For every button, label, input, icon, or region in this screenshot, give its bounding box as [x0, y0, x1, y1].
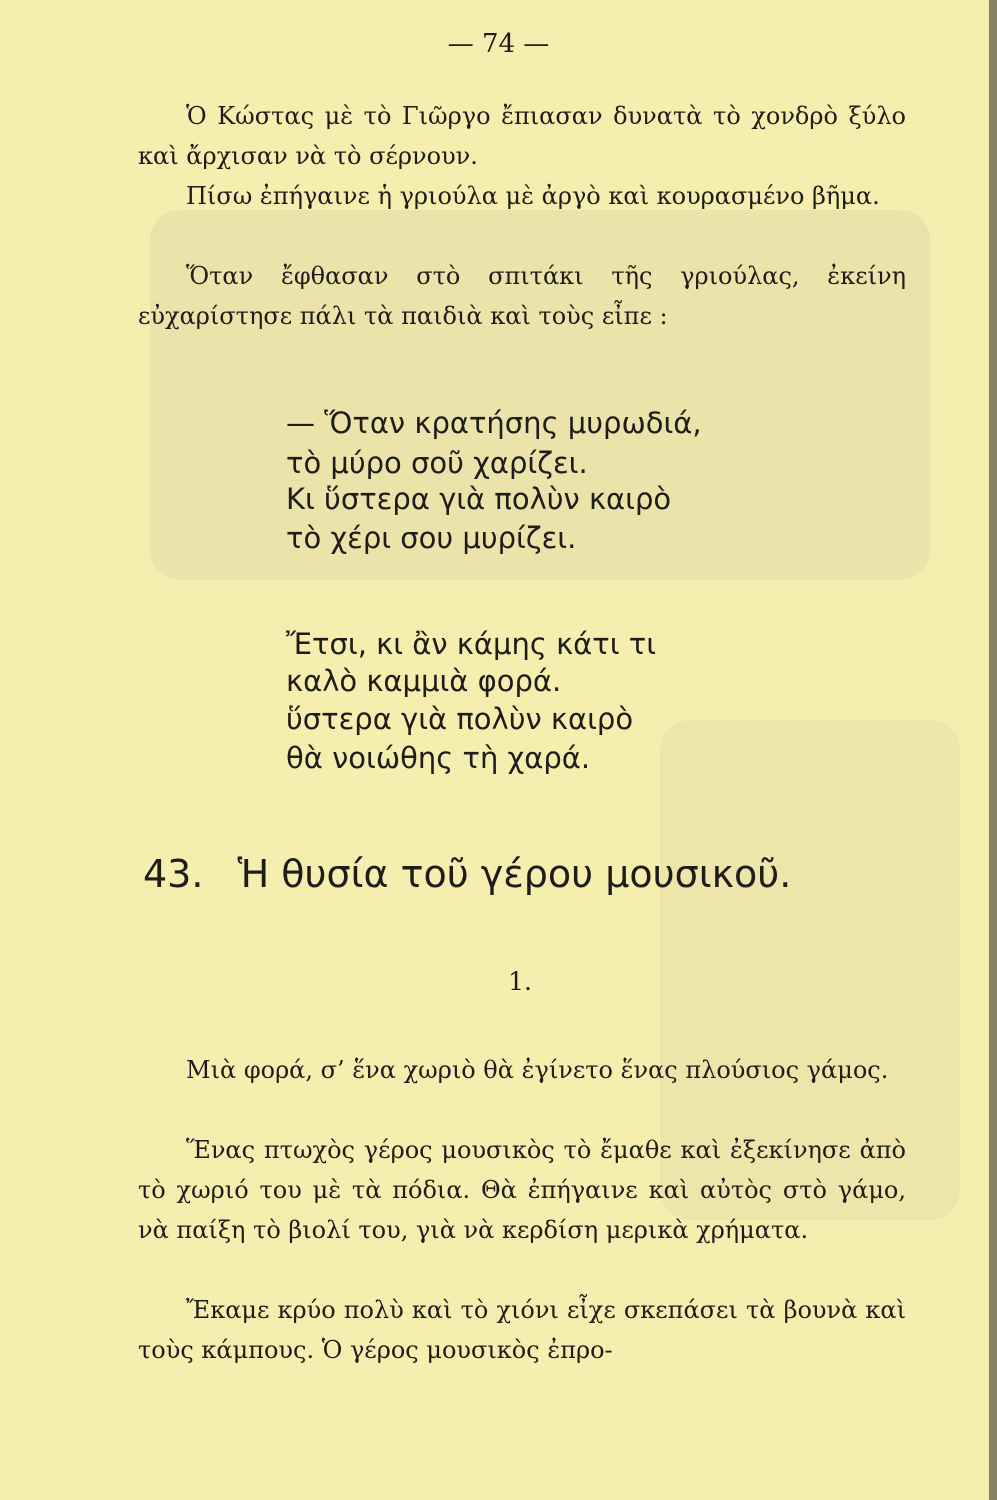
poem-line: Κι ὕστερα γιὰ πολὺν καιρὸ: [286, 482, 672, 516]
paragraph-4: Μιὰ φορά, σ’ ἕνα χωριὸ θὰ ἐγίνετο ἕνας πλούσιος γάμος.: [186, 1056, 889, 1084]
paragraph-5: Ἕνας πτωχὸς γέρος μουσικὸς τὸ ἔμαθε καὶ ἐξεκίνησε ἀπὸ τὸ χωριό του μὲ τὰ πόδια. Θὰ ἐπήγαινε καὶ αὐτὸς στὸ γάμο, νὰ παίξη τὸ βιολί του, γιὰ νὰ κερδίση μερικὰ χρήματα.: [138, 1136, 906, 1244]
page-edge-shadow: [989, 0, 997, 1500]
subsection-number: 1.: [508, 967, 532, 996]
section-heading: [143, 848, 913, 900]
section-title: Ἡ θυσία τοῦ γέρου μουσικοῦ.: [237, 852, 792, 896]
poem-line: τὸ μύρο σοῦ χαρίζει.: [286, 446, 588, 480]
poem-line: καλὸ καμμιὰ φορά.: [286, 664, 562, 698]
paragraph-1: Ὁ Κώστας μὲ τὸ Γιῶργο ἔπιασαν δυνατὰ τὸ χονδρὸ ξύλο καὶ ἄρχισαν νὰ τὸ σέρνουν.: [138, 102, 906, 170]
poem-line: — Ὅταν κρατήσης μυρωδιά,: [286, 406, 702, 440]
poem-line: ὕστερα γιὰ πολὺν καιρὸ: [286, 702, 634, 736]
paragraph-6: Ἔκαμε κρύο πολὺ καὶ τὸ χιόνι εἶχε σκεπάσει τὰ βουνὰ καὶ τοὺς κάμπους. Ὁ γέρος μουσικὸς ἐπρο-: [138, 1296, 906, 1364]
poem-line: τὸ χέρι σου μυρίζει.: [286, 521, 577, 555]
paragraph-2: Πίσω ἐπήγαινε ἡ γριούλα μὲ ἀργὸ καὶ κουρασμένο βῆμα.: [186, 182, 880, 210]
page-number: — 74 —: [447, 29, 550, 59]
section-number: 43.: [143, 852, 204, 896]
poem-line: Ἔτσι, κι ἂν κάμης κάτι τι: [286, 627, 657, 661]
paragraph-3: Ὅταν ἔφθασαν στὸ σπιτάκι τῆς γριούλας, ἐκείνη εὐχαρίστησε πάλι τὰ παιδιὰ καὶ τοὺς εἶπε :: [138, 262, 906, 330]
poem-line: θὰ νοιώθης τὴ χαρά.: [286, 741, 591, 775]
